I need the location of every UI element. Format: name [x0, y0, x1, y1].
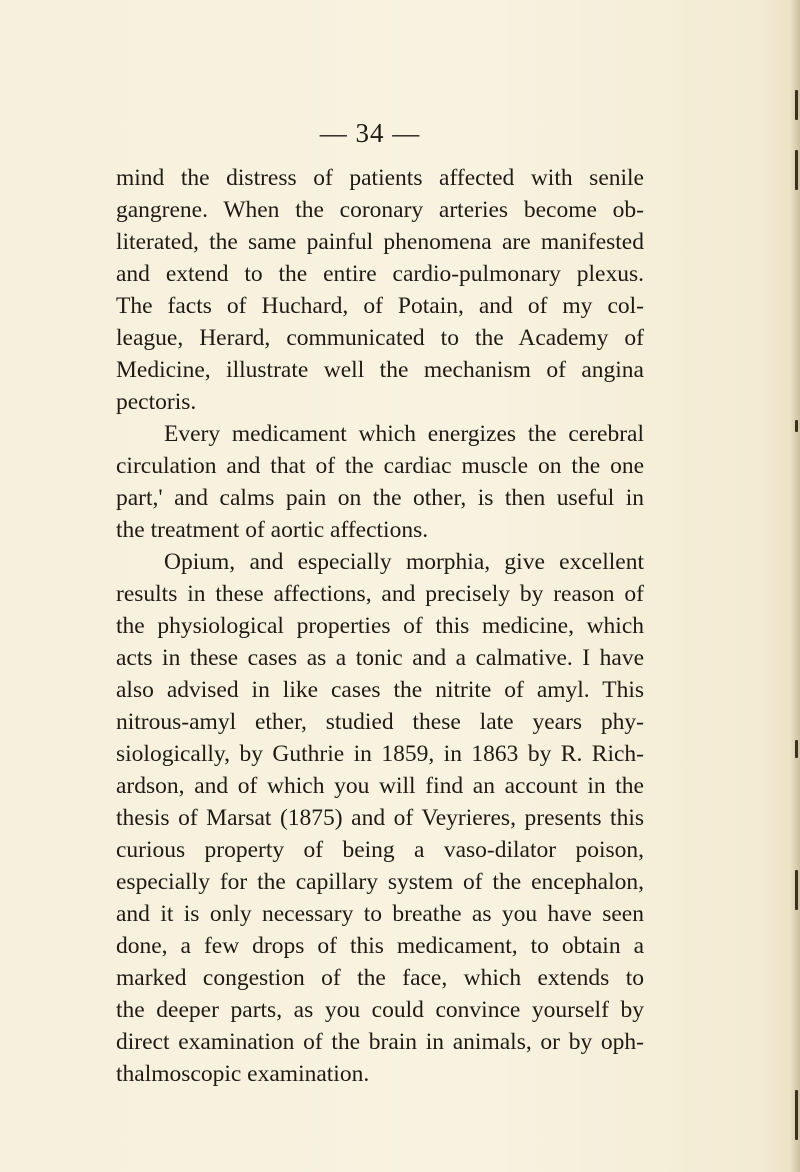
page-number: — 34 —: [319, 118, 421, 148]
edge-mark: [795, 740, 798, 758]
text-line: also advised in like cases the nitrite of amyl. This: [116, 677, 644, 703]
body-text: [116, 162, 644, 1090]
text-line: and it is only necessary to breathe as you have seen: [116, 901, 644, 927]
text-line: nitrous-amyl ether, studied these late years phy-: [116, 709, 644, 735]
text-line: the deeper parts, as you could convince yourself by: [116, 997, 644, 1023]
text-line: curious property of being a vaso-dilator poison,: [116, 837, 644, 863]
text-line: the physiological properties of this medicine, which: [116, 613, 644, 639]
text-line: acts in these cases as a tonic and a calmative. I have: [116, 645, 644, 671]
text-line: and extend to the entire cardio-pulmonary plexus.: [116, 261, 644, 287]
text-line: Opium, and especially morphia, give excellent: [164, 549, 644, 575]
text-line: thalmoscopic examination.: [116, 1061, 370, 1087]
text-line: done, a few drops of this medicament, to obtain a: [116, 933, 644, 959]
text-line: circulation and that of the cardiac muscle on the one: [116, 453, 644, 479]
text-line: direct examination of the brain in animals, or by oph-: [116, 1029, 644, 1055]
text-line: thesis of Marsat (1875) and of Veyrieres, presents this: [116, 805, 644, 831]
text-line: especially for the capillary system of the encephalon,: [116, 869, 644, 895]
text-line: results in these affections, and precisely by reason of: [116, 581, 644, 607]
text-line: Medicine, illustrate well the mechanism of angina: [116, 357, 644, 383]
edge-mark: [795, 870, 798, 910]
text-line: Every medicament which energizes the cerebral: [164, 421, 644, 447]
text-line: gangrene. When the coronary arteries become ob-: [116, 197, 644, 223]
edge-mark: [795, 90, 798, 120]
text-line: ardson, and of which you will find an account in the: [116, 773, 644, 799]
text-line: league, Herard, communicated to the Academy of: [116, 325, 644, 351]
text-line: pectoris.: [116, 389, 197, 415]
edge-mark: [795, 1090, 798, 1140]
text-line: part,' and calms pain on the other, is then useful in: [116, 485, 644, 511]
text-line: The facts of Huchard, of Potain, and of my col-: [116, 293, 644, 319]
edge-mark: [795, 420, 798, 432]
text-line: marked congestion of the face, which extends to: [116, 965, 644, 991]
text-line: the treatment of aortic affections.: [116, 517, 429, 543]
text-line: mind the distress of patients affected with senile: [116, 165, 644, 191]
text-line: literated, the same painful phenomena are manifested: [116, 229, 644, 255]
text-line: siologically, by Guthrie in 1859, in 1863 by R. Rich-: [116, 741, 644, 767]
edge-mark: [795, 150, 798, 190]
